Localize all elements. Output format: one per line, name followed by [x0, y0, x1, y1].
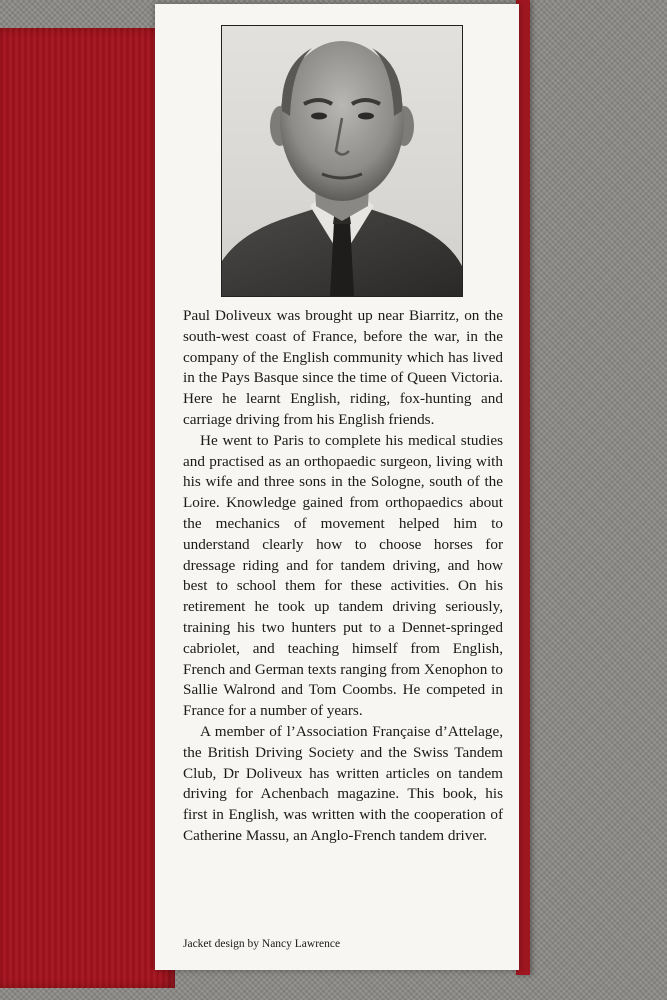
bio-paragraph: He went to Paris to complete his medical studies and practised as an orthopaedic surgeon, living with his wife and three sons in the Sologne, south of the Loire. Knowledge gained from orthopaedics about the mechanics of movement helped him to understand clearly how to choose horses for dressage riding and for tandem driving, and how best to school them for these activities. On his retirement he took up tandem driving seriously, training his two hunters put to a Dennet-springed cabriolet, and teaching himself from English, French and German texts ranging from Xenophon to Sallie Walrond and Tom Coombs. He competed in France for a number of years. [183, 431, 503, 720]
dust-jacket-flap [155, 4, 519, 970]
author-portrait [221, 25, 463, 297]
jacket-design-credit: Jacket design by Nancy Lawrence [183, 938, 341, 950]
author-biography [183, 306, 503, 847]
book-cover-board [0, 28, 175, 988]
bio-paragraph: Paul Doliveux was brought up near Biarritz, on the south-west coast of France, before the war, in the company of the English community which has lived in the Pays Basque since the time of Queen Victoria. Here he learnt English, riding, fox-hunting and carriage driving from his English friends. [183, 307, 503, 428]
author-portrait-drawing [222, 26, 462, 296]
bio-paragraph: A member of l’Association Française d’Attelage, the British Driving Society and the Swiss Tandem Club, Dr Doliveux has written articles on tandem driving for Achenbach magazine. This book, his first in English, was written with the cooperation of Catherine Massu, an Anglo-French tandem driver. [183, 722, 503, 844]
